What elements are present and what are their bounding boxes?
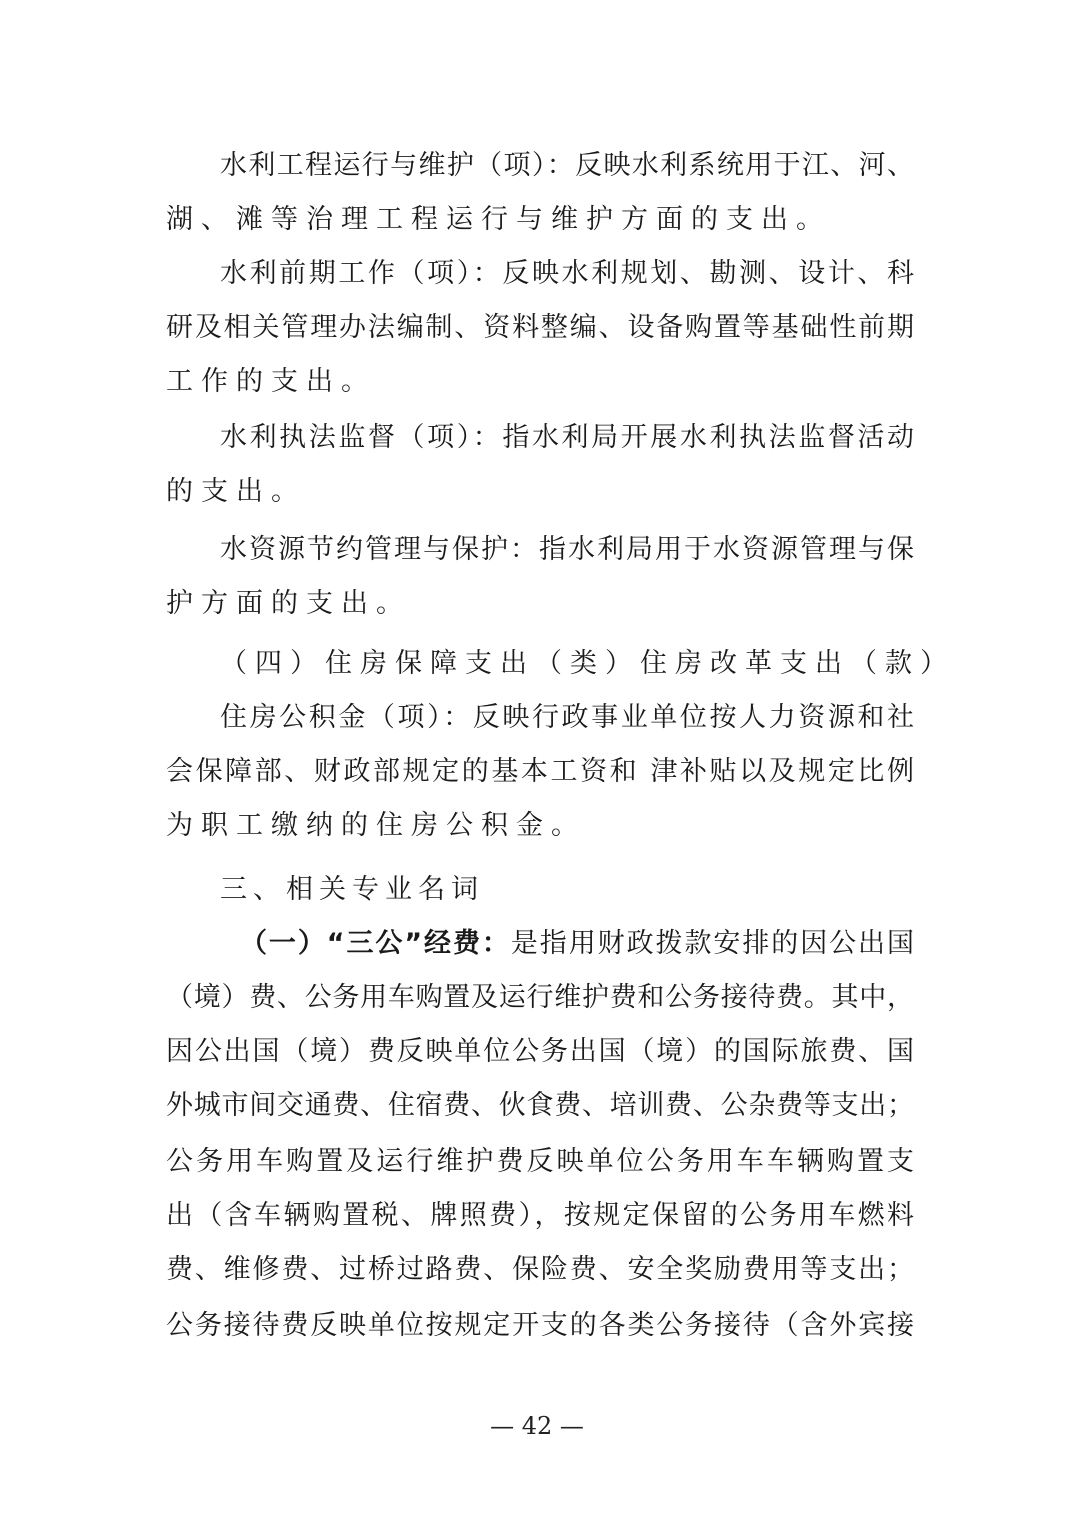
paragraph-line: 水资源节约管理与保护：指水利局用于水资源管理与保 (220, 534, 914, 565)
paragraph-line-with-bold-lead (240, 924, 914, 964)
section-subheading: （四）住房保障支出（类）住房改革支出（款） (220, 648, 955, 679)
paragraph-line: （境）费、公务用车购置及运行维护费和公务接待费。其中， (166, 982, 914, 1013)
paragraph-line: 湖、滩等治理工程运行与维护方面的支出。 (166, 204, 831, 235)
page-number: — 42 — (490, 1412, 584, 1440)
paragraph-line: 费、维修费、过桥过路费、保险费、安全奖励费用等支出； (166, 1254, 914, 1285)
term-definition: 是指用财政拨款安排的因公出国 (510, 928, 914, 959)
paragraph-line: 护方面的支出。 (166, 588, 411, 619)
paragraph-line: 会保障部、财政部规定的基本工资和 津补贴以及规定比例 (166, 756, 914, 787)
paragraph-line: 研及相关管理办法编制、资料整编、设备购置等基础性前期 (166, 312, 914, 343)
paragraph-line: 水利前期工作（项）：反映水利规划、勘测、设计、科 (220, 258, 914, 289)
bold-term: （一）“三公”经费： (240, 928, 511, 959)
paragraph-line: 外城市间交通费、住宿费、伙食费、培训费、公杂费等支出； (166, 1090, 914, 1121)
paragraph-line: 出（含车辆购置税、牌照费），按规定保留的公务用车燃料 (166, 1200, 914, 1231)
section-heading: 三、相关专业名词 (220, 874, 484, 905)
paragraph-line: 公务用车购置及运行维护费反映单位公务用车车辆购置支 (166, 1146, 914, 1177)
paragraph-line: 工作的支出。 (166, 366, 376, 397)
paragraph-line: 水利工程运行与维护（项）：反映水利系统用于江、河、 (220, 150, 914, 181)
paragraph-line: 公务接待费反映单位按规定开支的各类公务接待（含外宾接 (166, 1310, 914, 1341)
paragraph-line: 住房公积金（项）：反映行政事业单位按人力资源和社 (220, 702, 914, 733)
paragraph-line: 的支出。 (166, 476, 306, 507)
paragraph-line: 水利执法监督（项）：指水利局开展水利执法监督活动 (220, 422, 914, 453)
paragraph-line: 为职工缴纳的住房公积金。 (166, 810, 586, 841)
paragraph-line: 因公出国（境）费反映单位公务出国（境）的国际旅费、国 (166, 1036, 914, 1067)
